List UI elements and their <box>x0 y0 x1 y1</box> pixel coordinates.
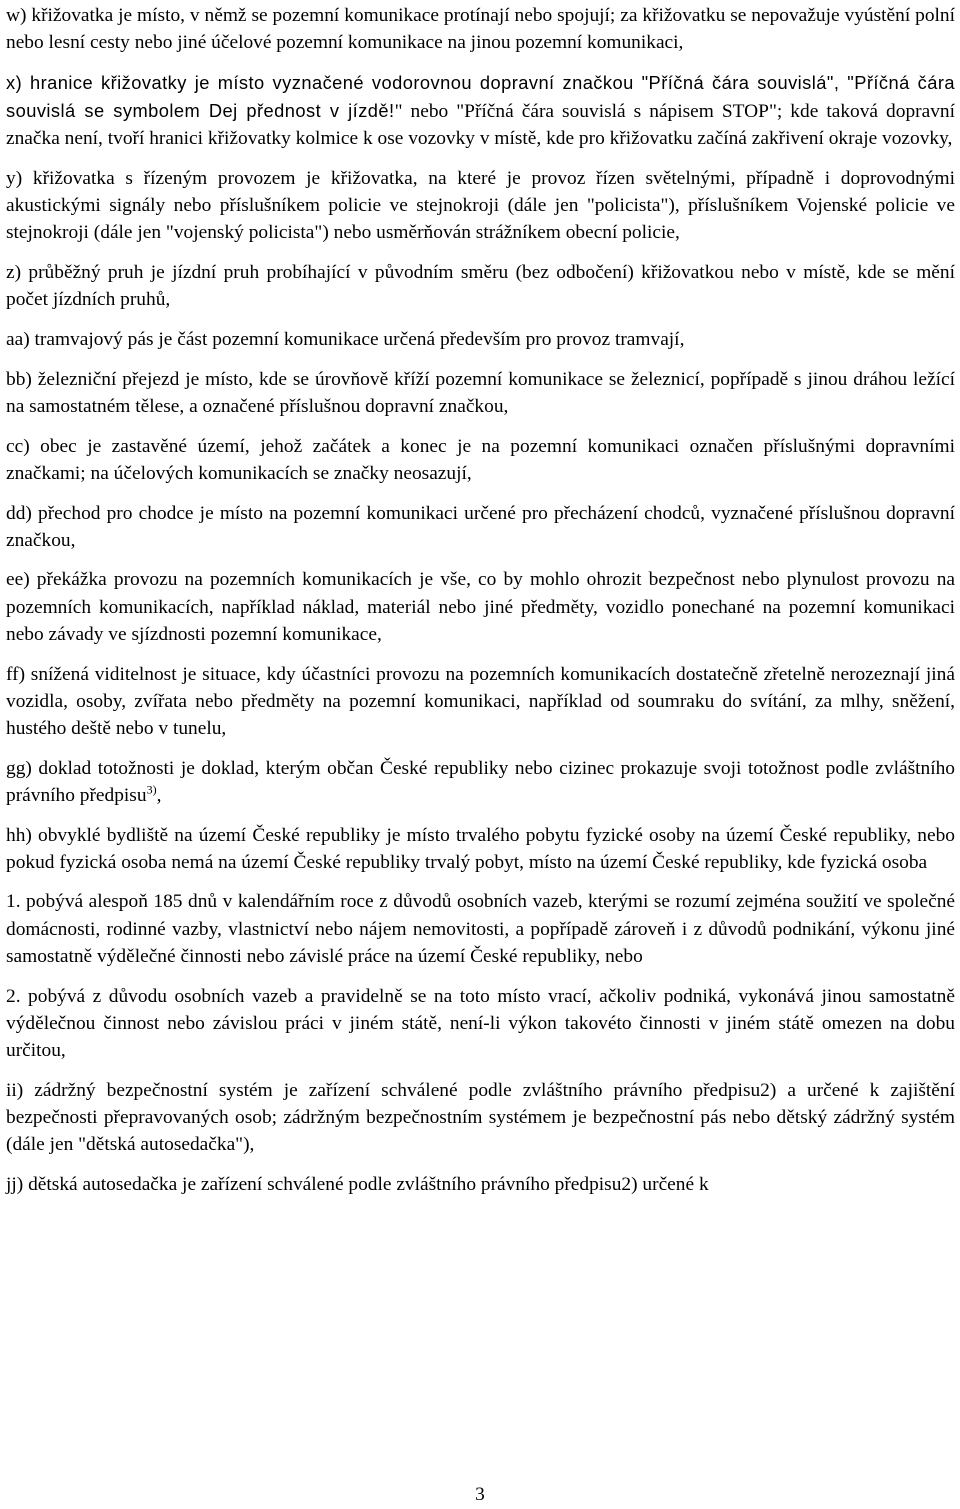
paragraph-gg <box>6 755 955 809</box>
paragraph-y: y) křižovatka s řízeným provozem je křižovatka, na které je provoz řízen světelnými, případně i doprovodnými akustickými signály nebo příslušníkem policie ve stejnokroji (dále jen "policista"), příslušníkem Vojenské policie ve stejnokroji (dále jen "vojenský policista") nebo usměrňován strážníkem obecní policie, <box>6 168 955 244</box>
paragraph-hh: hh) obvyklé bydliště na území České republiky je místo trvalého pobytu fyzické osoby na území České republiky, nebo pokud fyzická osoba nemá na území České republiky trvalý pobyt, místo na území České republiky, kde fyzická osoba <box>6 824 955 873</box>
paragraph-w: w) křižovatka je místo, v němž se pozemní komunikace protínají nebo spojují; za křižovatku se nepovažuje vyústění polní nebo lesní cesty nebo jiné účelové pozemní komunikace na jinou pozemní komunikaci, <box>6 5 955 54</box>
page-number: 3 <box>475 1484 485 1505</box>
paragraph-jj: jj) dětská autosedačka je zařízení schválené podle zvláštního právního předpisu2) určené k <box>6 1173 709 1195</box>
paragraph-ee: ee) překážka provozu na pozemních komunikacích je vše, co by mohlo ohrozit bezpečnost nebo plynulost provozu na pozemních komunikacích, například náklad, materiál nebo jiné předměty, vozidlo ponechané na pozemní komunikaci nebo závady ve sjízdnosti pozemní komunikace, <box>6 569 955 645</box>
paragraph-ff: ff) snížená viditelnost je situace, kdy účastníci provozu na pozemních komunikacích dostatečně zřetelně nerozeznají jiná vozidla, osoby, zvířata nebo předměty na pozemní komunikaci, například od soumraku do svítání, za mlhy, sněžení, hustého deště nebo v tunelu, <box>6 663 955 739</box>
paragraph-gg-text: gg) doklad totožnosti je doklad, kterým občan České republiky nebo cizinec prokazuje svoji totožnost podle zvláštního právního předpisu <box>6 757 955 806</box>
paragraph-aa: aa) tramvajový pás je část pozemní komunikace určená především pro provoz tramvají, <box>6 329 685 351</box>
paragraph-z: z) průběžný pruh je jízdní pruh probíhající v původním směru (bez odbočení) křižovatkou nebo v místě, kde se mění počet jízdních pruhů, <box>6 262 955 311</box>
paragraph-x-sans-part: x) hranice křižovatky je místo vyznačené vodorovnou dopravní značkou "Příčná čára souvislá", "Příčná čára souvislá se symbolem Dej přednost v jízdě! <box>6 71 955 122</box>
footnote-reference: 3) <box>146 782 157 797</box>
paragraph-x <box>6 69 955 153</box>
paragraph-dd: dd) přechod pro chodce je místo na pozemní komunikaci určené pro přecházení chodců, vyznačené příslušnou dopravní značkou, <box>6 502 955 551</box>
paragraph-cc: cc) obec je zastavěné území, jehož začátek a konec je na pozemní komunikaci označen příslušnými dopravními značkami; na účelových komunikacích se značky neosazují, <box>6 435 955 484</box>
paragraph-bb: bb) železniční přejezd je místo, kde se úrovňově kříží pozemní komunikace se železnicí, popřípadě s jinou dráhou ležící na samostatném tělese, a označené příslušnou dopravní značkou, <box>6 368 955 417</box>
paragraph-x-serif-part: " nebo "Příčná čára souvislá s nápisem STOP"; kde taková dopravní značka není, tvoří hranici křižovatky kolmice k ose vozovky v místě, kde pro křižovatku začíná zakřivení okraje vozovky, <box>6 101 955 150</box>
document-page <box>6 2 955 1211</box>
paragraph-hh-item-1: 1. pobývá alespoň 185 dnů v kalendářním roce z důvodů osobních vazeb, kterými se rozumí zejména soužití ve společné domácnosti, rodinné vazby, vlastnictví nebo nájem nemovitosti, a popřípadě zároveň i z důvodů podnikání, výkonu jiné samostatně výdělečné činnosti nebo závislé práce na území České republiky, nebo <box>6 891 955 967</box>
paragraph-ii: ii) zádržný bezpečnostní systém je zařízení schválené podle zvláštního právního předpisu2) a určené k zajištění bezpečnosti přepravovaných osob; zádržným bezpečnostním systémem je bezpečnostní pás nebo dětský zádržný systém (dále jen "dětská autosedačka"), <box>6 1079 955 1156</box>
paragraph-hh-item-2: 2. pobývá z důvodu osobních vazeb a pravidelně se na toto místo vrací, ačkoliv podniká, vykonává jinou samostatně výdělečnou činnost nebo závislou práci v jiném státě, není-li výkon takovéto činnosti v jiném státě omezen na dobu určitou, <box>6 985 955 1061</box>
paragraph-gg-end: , <box>156 784 162 806</box>
